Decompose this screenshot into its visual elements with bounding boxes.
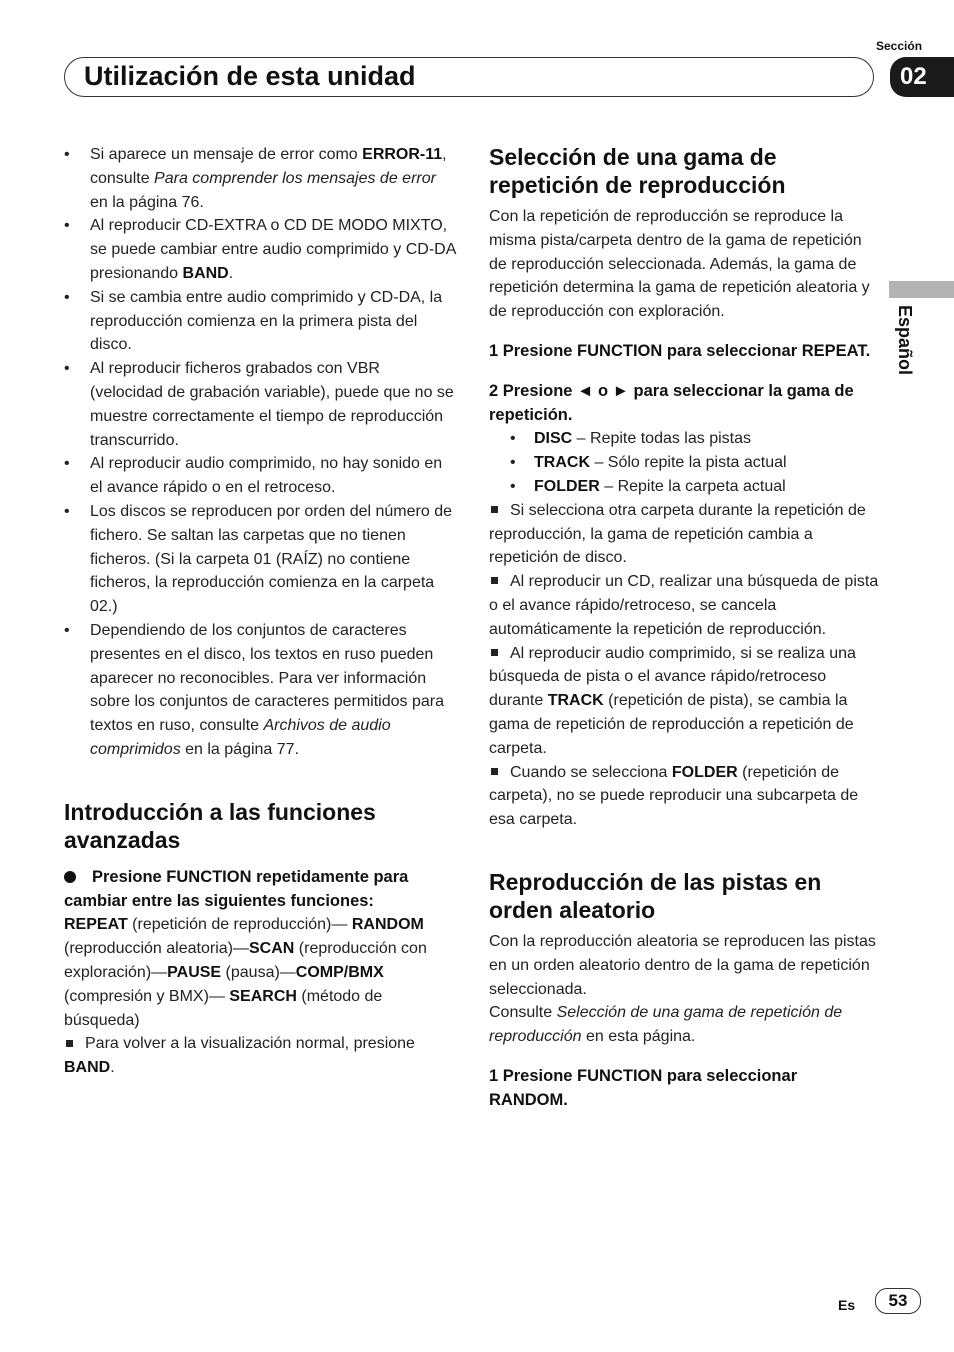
section-heading: Reproducción de las pistas en orden aleatorio [489,868,822,923]
note: Para volver a la visualización normal, presione BAND. [64,1035,415,1077]
square-bullet-icon [491,768,498,775]
list-item: • Dependiendo de los conjuntos de caracteres presentes en el disco, los textos en ruso pueden aparecer no reconocibles. Para ver información sobre los conjuntos de caracteres permitidos para textos en ruso, consulte Archivos de audio comprimidos en la página 77. [64,619,456,762]
step-instruction: 2 Presione ◄ o ► para seleccionar la gama de repetición. [489,381,854,424]
bullet-dot-icon [64,871,76,883]
square-bullet-icon [491,577,498,584]
note: Si selecciona otra carpeta durante la repetición de reproducción, la gama de repetición cambia a repetición de disco. [489,501,866,567]
footer-language: Es [838,1297,856,1313]
list-item: • Si aparece un mensaje de error como ERROR-11, consulte Para comprender los mensajes de error en la página 76. [64,143,456,214]
note: Al reproducir audio comprimido, si se realiza una búsqueda de pista o el avance rápido/retroceso durante TRACK (repetición de pista), se cambia la gama de repetición de reproducción a repetición de carpeta. [489,644,856,757]
list-item: • Al reproducir ficheros grabados con VBR (velocidad de grabación variable), puede que no se muestre correctamente el tiempo de reproducción transcurrido. [64,357,456,452]
section-heading: Introducción a las funciones avanzadas [64,798,376,853]
page-title: Utilización de esta unidad [84,61,416,91]
paragraph: Con la reproducción aleatoria se reproducen las pistas en un orden aleatorio dentro de la gama de repetición seleccionada. [489,932,876,998]
list-item: • FOLDER – Repite la carpeta actual [489,475,879,499]
list-item: • Al reproducir CD-EXTRA o CD DE MODO MIXTO, se puede cambiar entre audio comprimido y CD-DA presionando BAND. [64,214,456,285]
language-tab-bar [889,281,954,298]
language-tab: Español [895,305,915,376]
section-label: Sección [876,39,923,53]
step-instruction: 1 Presione FUNCTION para seleccionar REPEAT. [489,341,871,360]
left-column [64,143,456,1080]
page-number: 53 [875,1288,921,1314]
square-bullet-icon [66,1040,73,1047]
list-item: • Si se cambia entre audio comprimido y CD-DA, la reproducción comienza en la primera pista del disco. [64,286,456,357]
list-item: • Al reproducir audio comprimido, no hay sonido en el avance rápido o en el retroceso. [64,452,456,500]
section-heading: Selección de una gama de repetición de reproducción [489,144,786,198]
list-item: • DISC – Repite todas las pistas [489,427,879,451]
section-number: 02 [890,57,954,97]
note: Cuando se selecciona FOLDER (repetición de carpeta), no se puede reproducir una subcarpeta de esa carpeta. [489,763,859,829]
square-bullet-icon [491,506,498,513]
right-column [489,143,879,1113]
function-list: REPEAT (repetición de reproducción)— RANDOM (reproducción aleatoria)—SCAN (reproducción con exploración)—PAUSE (pausa)—COMP/BMX (compresión y BMX)— SEARCH (método de búsqueda) [64,916,427,1029]
note: Al reproducir un CD, realizar una búsqueda de pista o el avance rápido/retroceso, se cancela automáticamente la repetición de reproducción. [489,573,879,638]
step-instruction: 1 Presione FUNCTION para seleccionar RANDOM. [489,1066,798,1109]
square-bullet-icon [491,649,498,656]
paragraph: Consulte Selección de una gama de repetición de reproducción en esta página. [489,1004,843,1046]
list-item: • Los discos se reproducen por orden del número de fichero. Se saltan las carpetas que no tienen ficheros. (Si la carpeta 01 (RAÍZ) no contiene ficheros, la reproducción comienza en la carpeta 02.) [64,500,456,619]
step-instruction: Presione FUNCTION repetidamente para cambiar entre las siguientes funciones: [64,867,409,910]
paragraph: Con la repetición de reproducción se reproduce la misma pista/carpeta dentro de la gama de repetición de reproducción seleccionada. Además, la gama de repetición determina la gama de repetición aleatoria y de reproducción con exploración. [489,208,870,321]
list-item: • TRACK – Sólo repite la pista actual [489,451,879,475]
